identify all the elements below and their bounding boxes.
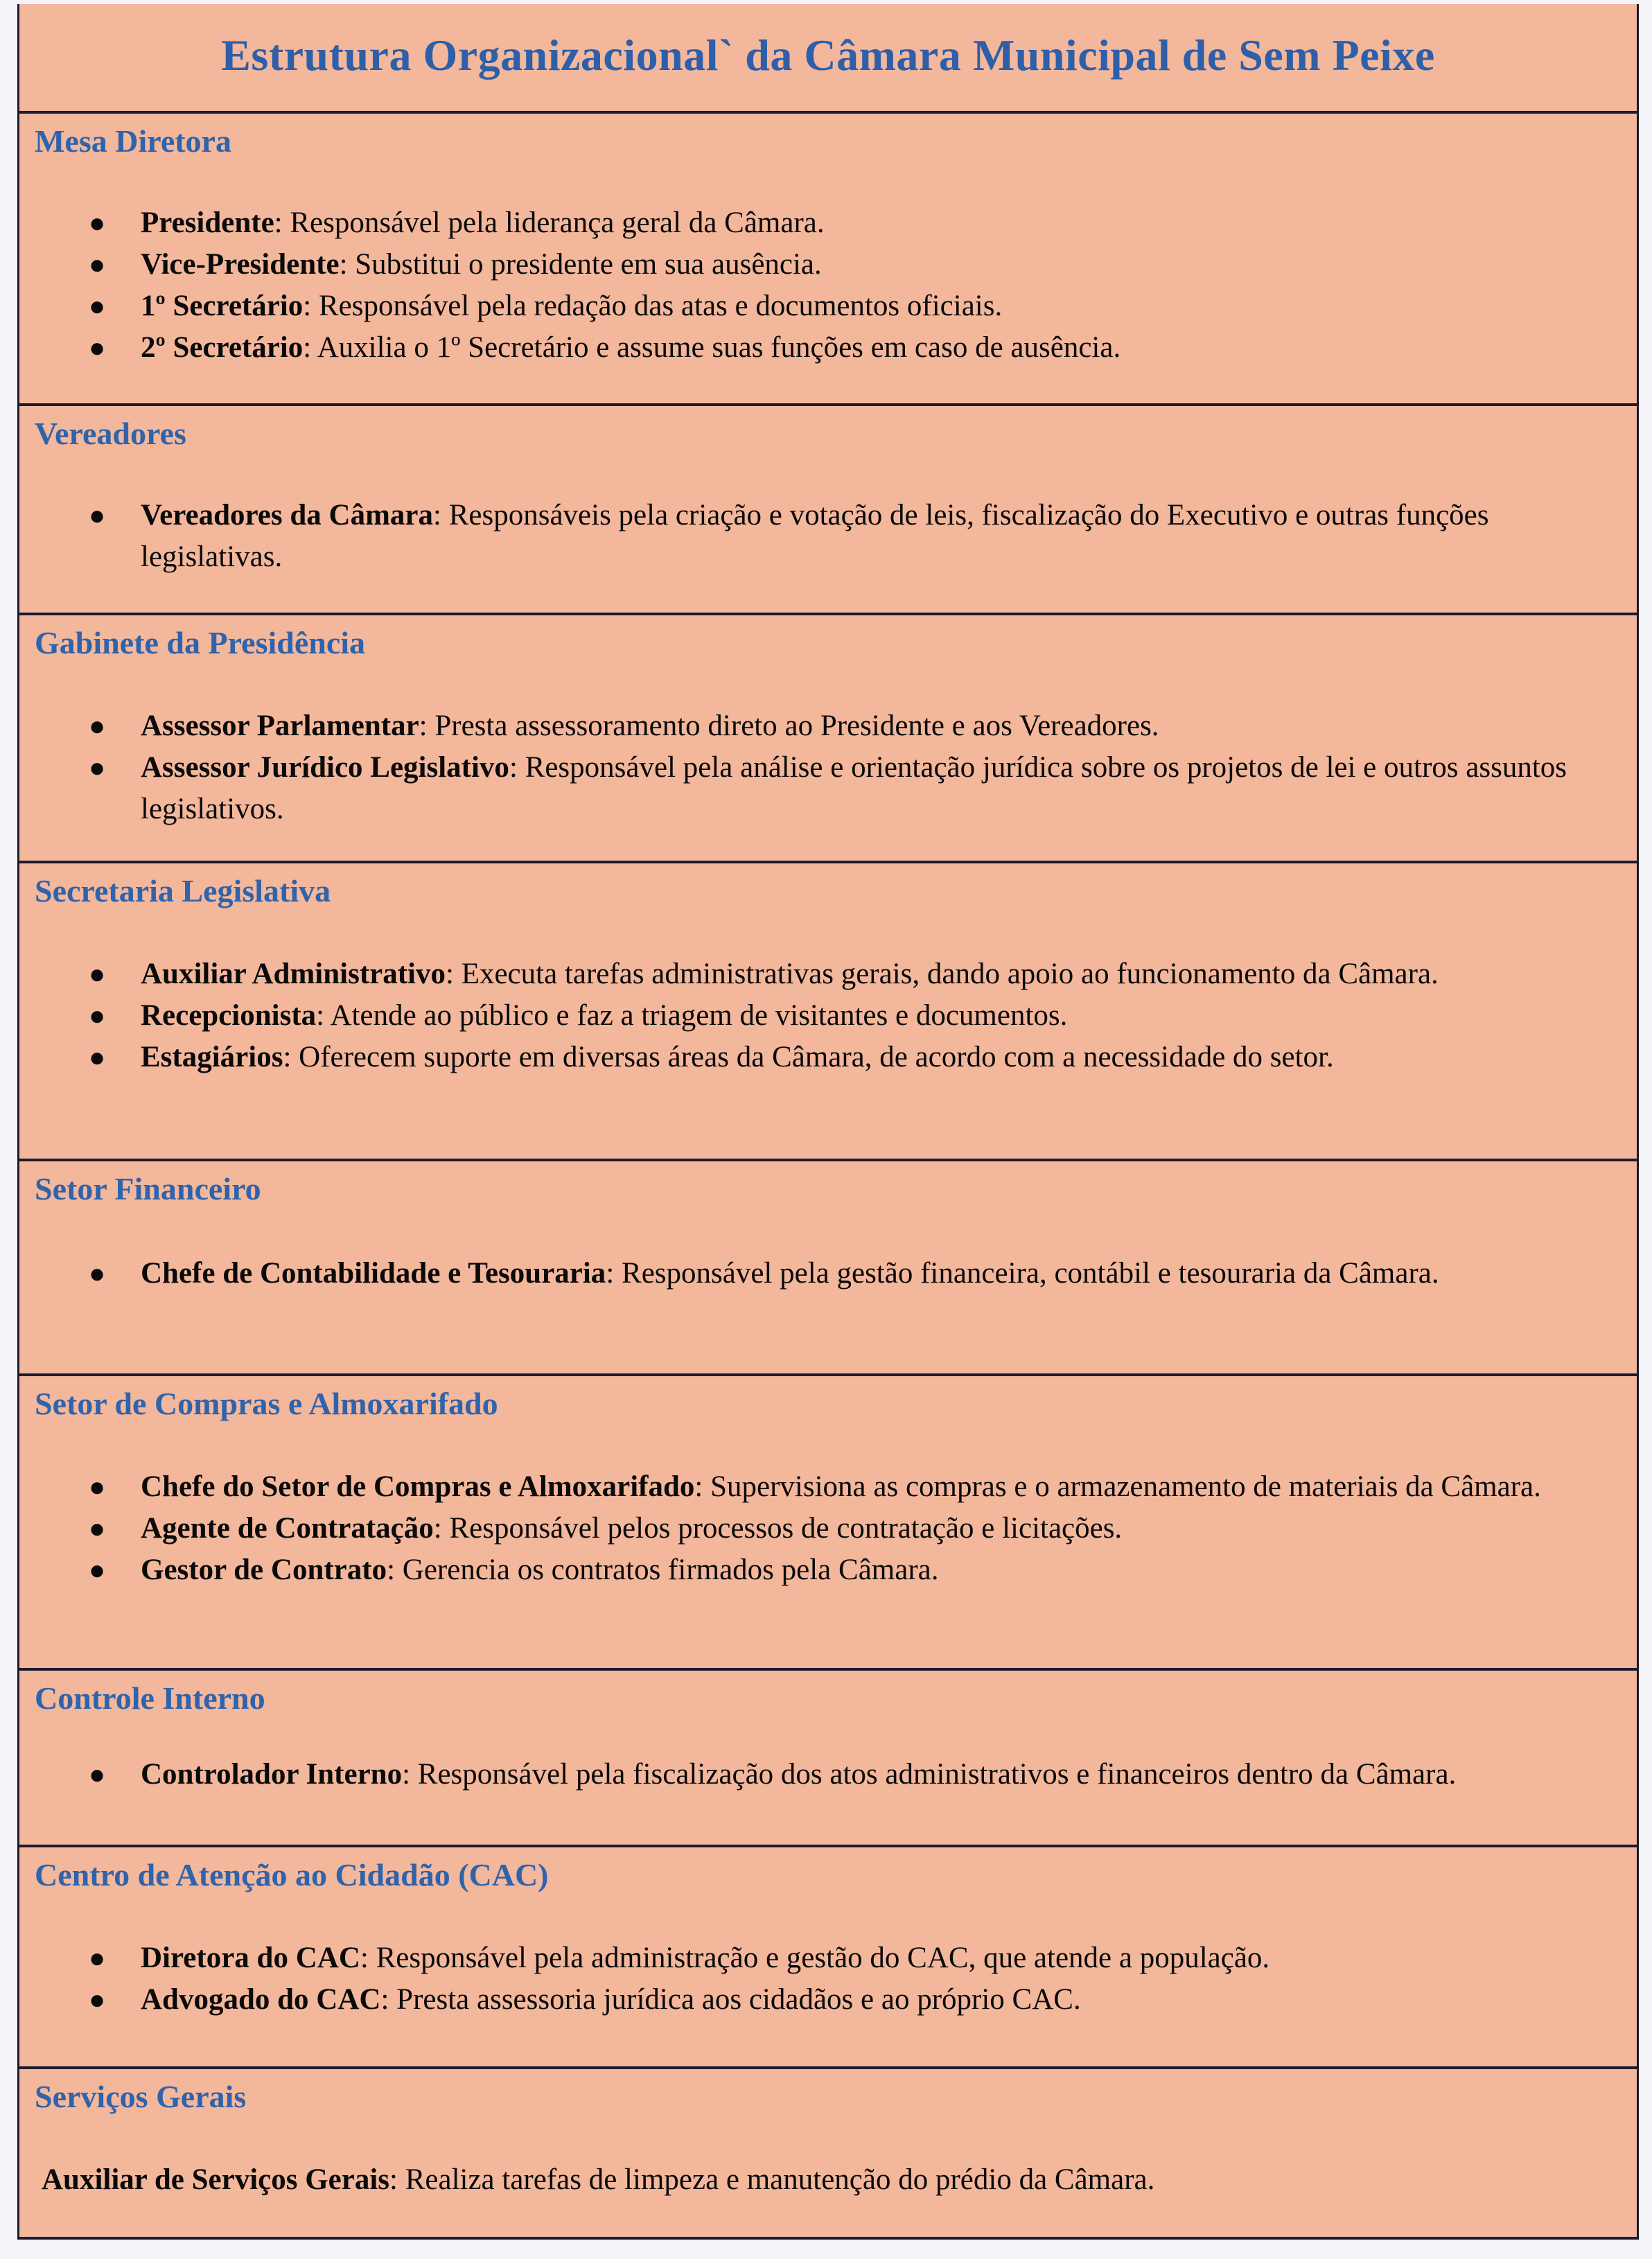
section-mesa-diretora <box>19 114 1637 406</box>
bullet-icon: ● <box>89 1554 106 1585</box>
section-controle-interno <box>19 1671 1637 1847</box>
bullet-icon: ● <box>89 958 106 990</box>
section-heading: Controle Interno <box>35 1680 265 1716</box>
role-description: : Responsável pela análise e orientação jurídica sobre os projetos de lei e outros assuntos legislativos. <box>141 751 1567 825</box>
section-heading: Vereadores <box>35 416 186 451</box>
role-title: Presidente <box>141 206 274 239</box>
org-structure-table <box>17 4 1639 2240</box>
bullet-icon: ● <box>89 290 106 322</box>
bullet-icon: ● <box>89 1000 106 1031</box>
section-setor-financeiro <box>19 1161 1637 1376</box>
list-item <box>89 285 1581 327</box>
section-heading: Setor de Compras e Almoxarifado <box>35 1386 498 1421</box>
list-item <box>89 995 1581 1037</box>
section-vereadores <box>19 406 1637 615</box>
role-list <box>19 495 1637 578</box>
role-description: : Gerencia os contratos firmados pela Câmara. <box>387 1554 939 1586</box>
role-title: Chefe do Setor de Compras e Almoxarifado <box>141 1470 695 1503</box>
role-title: Auxiliar Administrativo <box>141 958 446 990</box>
role-description: : Executa tarefas administrativas gerais, dando apoio ao funcionamento da Câmara. <box>446 958 1439 990</box>
list-item <box>89 1754 1581 1795</box>
role-description: : Responsável pela redação das atas e documentos oficiais. <box>303 290 1003 322</box>
bullet-icon: ● <box>89 332 106 363</box>
section-heading: Centro de Atenção ao Cidadão (CAC) <box>35 1857 549 1892</box>
role-description: : Realiza tarefas de limpeza e manutenção do prédio da Câmara. <box>389 2163 1155 2196</box>
bullet-icon: ● <box>89 1258 106 1289</box>
role-title: Recepcionista <box>141 999 317 1032</box>
role-title: Assessor Jurídico Legislativo <box>141 751 509 784</box>
list-item <box>89 1037 1581 1078</box>
role-title: Estagiários <box>141 1041 283 1073</box>
list-item <box>89 327 1581 369</box>
list-item <box>89 1979 1581 2021</box>
role-title: 2º Secretário <box>141 331 304 364</box>
document-title: Estrutura Organizacional` da Câmara Municipal de Sem Peixe <box>221 30 1435 80</box>
role-title: Chefe de Contabilidade e Tesouraria <box>141 1257 606 1290</box>
bullet-icon: ● <box>89 1041 106 1073</box>
bullet-icon: ● <box>89 710 106 741</box>
list-item <box>89 202 1581 244</box>
role-description: : Presta assessoramento direto ao Presidente e aos Vereadores. <box>419 710 1159 742</box>
section-gabinete-presidencia <box>19 615 1637 863</box>
section-heading: Gabinete da Presidência <box>35 625 366 660</box>
list-item <box>89 244 1581 285</box>
section-heading: Setor Financeiro <box>35 1171 261 1206</box>
role-description: : Responsável pela liderança geral da Câmara. <box>274 206 825 239</box>
section-heading: Secretaria Legislativa <box>35 873 331 908</box>
role-title: Advogado do CAC <box>141 1983 381 2016</box>
list-item <box>89 1466 1581 1508</box>
bullet-icon: ● <box>89 500 106 531</box>
list-item <box>89 1937 1581 1979</box>
role-description: : Responsável pela gestão financeira, contábil e tesouraria da Câmara. <box>606 1257 1439 1290</box>
role-title: Diretora do CAC <box>141 1942 360 1974</box>
role-title: Auxiliar de Serviços Gerais <box>42 2163 390 2196</box>
role-title: Agente de Contratação <box>141 1512 434 1545</box>
role-list <box>19 1937 1637 2021</box>
bullet-icon: ● <box>89 1984 106 2015</box>
list-item <box>89 953 1581 995</box>
list-item <box>89 747 1581 830</box>
role-description: : Oferecem suporte em diversas áreas da Câmara, de acordo com a necessidade do setor. <box>283 1041 1334 1073</box>
role-description: : Supervisiona as compras e o armazenamento de materiais da Câmara. <box>694 1470 1541 1503</box>
bullet-icon: ● <box>89 752 106 783</box>
role-description: : Presta assessoria jurídica aos cidadãos e ao próprio CAC. <box>380 1983 1081 2016</box>
role-title: Controlador Interno <box>141 1758 403 1791</box>
role-description: : Responsáveis pela criação e votação de leis, fiscalização do Executivo e outras funções legislativas. <box>141 499 1489 573</box>
list-item <box>89 1549 1581 1591</box>
plain-role-line <box>42 2159 1595 2201</box>
role-title: Vice-Presidente <box>141 248 340 281</box>
role-list <box>19 1754 1637 1795</box>
section-heading: Serviços Gerais <box>35 2079 247 2114</box>
bullet-icon: ● <box>89 207 106 238</box>
role-list <box>19 1253 1637 1294</box>
role-title: 1º Secretário <box>141 290 304 322</box>
role-title: Vereadores da Câmara <box>141 499 434 531</box>
list-item <box>89 495 1581 578</box>
role-list <box>19 953 1637 1078</box>
role-description: : Responsável pela fiscalização dos atos administrativos e financeiros dentro da Câmara. <box>402 1758 1457 1791</box>
bullet-icon: ● <box>89 249 106 280</box>
list-item <box>89 1508 1581 1549</box>
bullet-icon: ● <box>89 1942 106 1974</box>
section-servicos-gerais <box>19 2069 1637 2237</box>
section-secretaria-legislativa <box>19 863 1637 1161</box>
role-title: Gestor de Contrato <box>141 1554 387 1586</box>
role-list <box>19 705 1637 830</box>
list-item <box>89 705 1581 747</box>
role-list <box>19 202 1637 369</box>
role-description: : Substitui o presidente em sua ausência. <box>339 248 822 281</box>
list-item <box>89 1253 1581 1294</box>
section-heading: Mesa Diretora <box>35 123 231 159</box>
role-description: : Auxilia o 1º Secretário e assume suas funções em caso de ausência. <box>303 331 1121 364</box>
role-list <box>19 1466 1637 1591</box>
role-description: : Responsável pela administração e gestão do CAC, que atende a população. <box>360 1942 1270 1974</box>
role-description: : Responsável pelos processos de contratação e licitações. <box>433 1512 1123 1545</box>
bullet-icon: ● <box>89 1759 106 1790</box>
bullet-icon: ● <box>89 1513 106 1544</box>
title-row <box>19 4 1637 114</box>
bullet-icon: ● <box>89 1471 106 1502</box>
section-cac <box>19 1847 1637 2069</box>
role-title: Assessor Parlamentar <box>141 710 419 742</box>
section-setor-compras <box>19 1376 1637 1671</box>
role-description: : Atende ao público e faz a triagem de visitantes e documentos. <box>316 999 1068 1032</box>
